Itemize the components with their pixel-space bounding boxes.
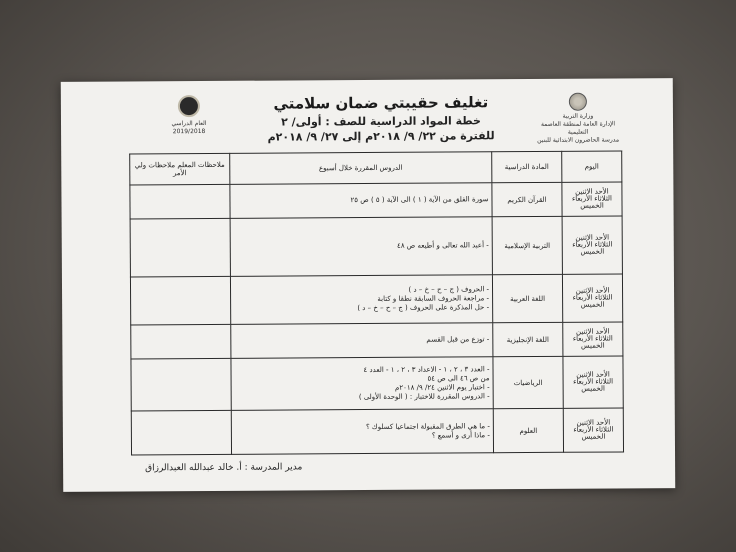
row-notes bbox=[131, 358, 231, 411]
row-notes bbox=[131, 324, 231, 359]
row-day: الأحد الاثنين الثلاثاء الأربعاء الخميس bbox=[562, 182, 622, 216]
principal-signature: مدير المدرسة : أ. خالد عبدالله العبدالرزاق bbox=[145, 462, 303, 474]
ministry-emblem-icon bbox=[569, 93, 587, 111]
lesson-line: - ماذا أرى و أسمع ؟ bbox=[431, 430, 490, 440]
row-subject: اللغة الإنجليزية bbox=[493, 322, 563, 356]
row-day: الأحد الاثنين الثلاثاء الأربعاء الخميس bbox=[563, 356, 623, 408]
row-day: الأحد الاثنين الثلاثاء الأربعاء الخميس bbox=[563, 408, 623, 452]
row-notes bbox=[130, 218, 230, 277]
header-notes: ملاحظات المعلم ملاحظات ولي الأمر bbox=[130, 153, 230, 185]
lesson-line: - توزع من قبل القسم bbox=[426, 335, 490, 344]
row-lessons bbox=[230, 275, 492, 325]
row-subject: التربية الإسلامية bbox=[492, 216, 562, 274]
row-subject: اللغة العربية bbox=[492, 274, 562, 322]
district-line: الإدارة العامة لمنطقة العاصمة التعليمية bbox=[540, 120, 616, 136]
row-notes bbox=[130, 276, 230, 325]
row-lessons bbox=[231, 323, 493, 359]
table-row bbox=[131, 408, 623, 455]
lesson-line: - مراجعة الحروف السابقة نطقا و كتابة bbox=[377, 294, 490, 303]
header-lessons: الدروس المقررة خلال أسبوع bbox=[230, 152, 492, 185]
row-notes bbox=[131, 410, 231, 455]
lesson-line: - الدروس المقررة للاختبار : ( الوحدة الأولى ) bbox=[358, 391, 490, 401]
row-lessons bbox=[231, 409, 493, 455]
lesson-line: - حل المذكرة على الحروف ( ج – ح – خ – د ) bbox=[357, 303, 490, 313]
lesson-line: - ما هي الطرق المقبولة اجتماعيا كسلوك ؟ bbox=[365, 421, 490, 431]
school-year-block bbox=[159, 95, 219, 136]
table-row bbox=[130, 274, 622, 325]
period-line: للفترة من ٢٢/ ٩/ ٢٠١٨م إلى ٢٧/ ٩/ ٢٠١٨م bbox=[267, 129, 495, 144]
table-row bbox=[130, 216, 622, 277]
table-header-row bbox=[130, 151, 622, 185]
lesson-line: - اختبار يوم الاثنين ٢٤/ ٩/ ٢٠١٨م bbox=[394, 382, 490, 392]
page-title: تغليف حقيبتي ضمان سلامتي bbox=[273, 93, 489, 113]
row-notes bbox=[130, 184, 230, 219]
table-row bbox=[130, 182, 622, 219]
ministry-header bbox=[533, 92, 623, 145]
school-year-label: العام الدراسي bbox=[171, 119, 207, 128]
lesson-line: سورة الفلق من الآية ( ١ ) الى الآية ( ٥ ) ص ٢٥ bbox=[350, 195, 489, 205]
row-day: الأحد الاثنين الثلاثاء الأربعاء الخميس bbox=[562, 274, 622, 322]
page-subtitle bbox=[251, 113, 511, 145]
ministry-line: وزارة التربية bbox=[562, 112, 594, 120]
row-lessons bbox=[230, 217, 492, 277]
school-line: مدرسة الحاضرون الابتدائية للبنين bbox=[537, 136, 620, 144]
school-year-value: 2019/2018 bbox=[172, 127, 206, 136]
row-subject: الرياضيات bbox=[493, 356, 563, 408]
table-row bbox=[131, 356, 623, 411]
row-lessons bbox=[230, 183, 492, 219]
weekly-plan-table bbox=[129, 150, 624, 455]
lesson-line: - الحروف ( ج – ح – خ – د ) bbox=[408, 285, 490, 294]
lesson-line: - أعبد الله تعالى و أطيعه ص ٤٨ bbox=[397, 241, 489, 250]
table-row bbox=[131, 322, 623, 359]
row-day: الأحد الاثنين الثلاثاء الأربعاء الخميس bbox=[563, 322, 623, 356]
class-line: خطة المواد الدراسية للصف : أولى/ ٢ bbox=[281, 114, 481, 129]
row-day: الأحد الاثنين الثلاثاء الأربعاء الخميس bbox=[562, 216, 622, 274]
school-logo-icon bbox=[178, 95, 200, 117]
document-sheet bbox=[61, 78, 675, 492]
header-subject: المادة الدراسية bbox=[492, 151, 562, 182]
row-subject: القرآن الكريم bbox=[492, 182, 562, 216]
row-lessons bbox=[231, 357, 493, 411]
row-subject: العلوم bbox=[493, 408, 563, 452]
lesson-line: من ص ٤٦ الى ص ٥٤ bbox=[427, 373, 490, 383]
header-day: اليوم bbox=[562, 151, 622, 182]
lesson-line: - العدد ٣ ، ٢ ، ١ - الاعداد ٣ ، ٢ ، ١ - العدد ٤ bbox=[363, 364, 490, 374]
